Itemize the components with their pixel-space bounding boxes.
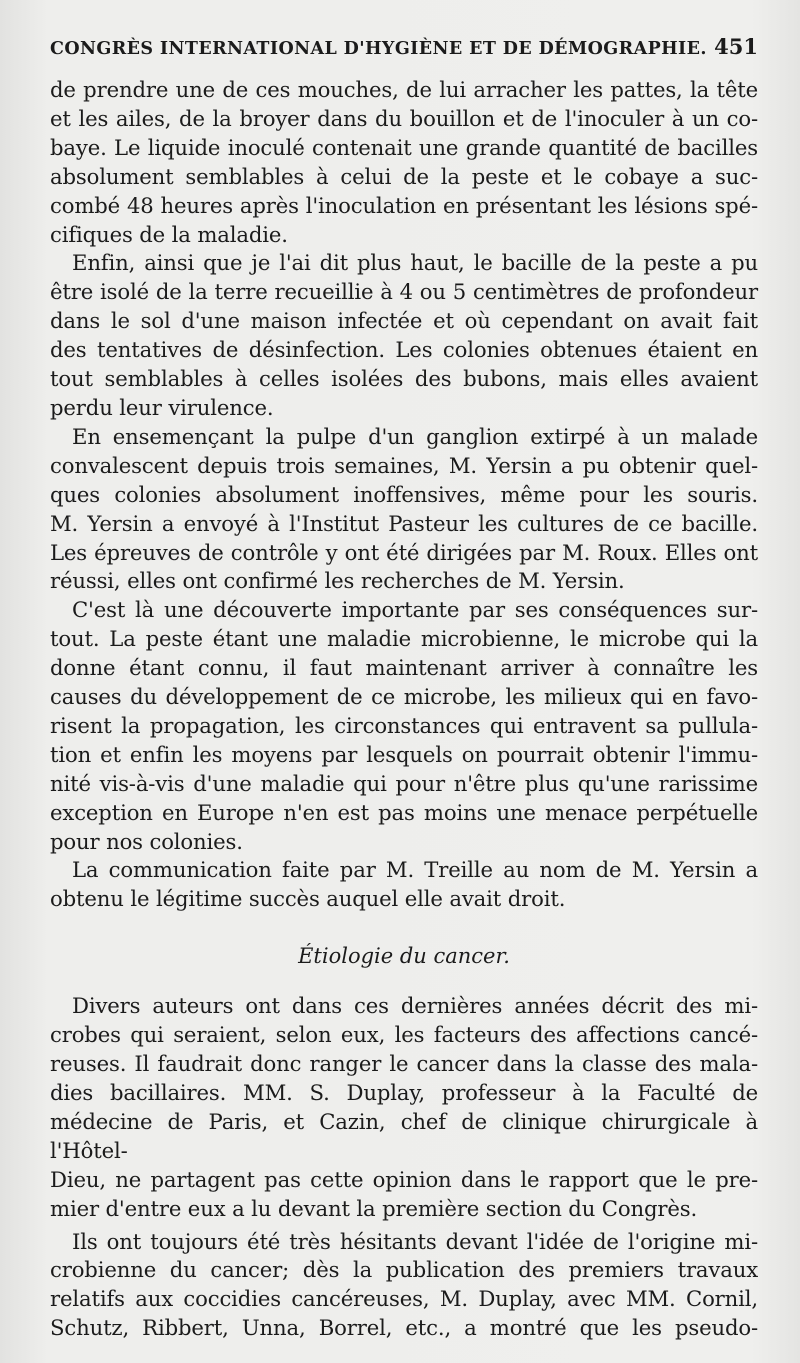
text-line: pour nos colonies. bbox=[50, 828, 243, 854]
paragraph-5 bbox=[50, 856, 758, 914]
text-line: exception en Europe n'en est pas moins une menace perpétuelle bbox=[50, 799, 758, 825]
text-line: Schutz, Ribbert, Unna, Borrel, etc., a montré que les pseudo- bbox=[50, 1315, 758, 1341]
text-line: Enfin, ainsi que je l'ai dit plus haut, le bacille de la peste a pu bbox=[72, 250, 758, 276]
text-line: M. Yersin a envoyé à l'Institut Pasteur les cultures de ce bacille. bbox=[50, 510, 758, 536]
text-line: perdu leur virulence. bbox=[50, 394, 274, 420]
text-line: médecine de Paris, et Cazin, chef de clinique chirurgicale à l'Hôtel- bbox=[50, 1108, 758, 1163]
text-line: risent la propagation, les circonstances qui entravent sa pullula- bbox=[50, 712, 758, 738]
text-line: donne étant connu, il faut maintenant arriver à connaître les bbox=[50, 655, 758, 681]
text-line: crobes qui seraient, selon eux, les facteurs des affections cancé- bbox=[50, 1022, 758, 1048]
text-line: Dieu, ne partagent pas cette opinion dans le rapport que le pre- bbox=[50, 1166, 758, 1192]
text-line: obtenu le légitime succès auquel elle avait droit. bbox=[50, 886, 566, 912]
text-line: de prendre une de ces mouches, de lui arracher les pattes, la tête bbox=[50, 77, 758, 102]
text-line: tout. La peste étant une maladie microbienne, le microbe qui la bbox=[50, 626, 758, 652]
text-line: Divers auteurs ont dans ces dernières années décrit des mi- bbox=[72, 993, 758, 1019]
paragraph-2 bbox=[50, 249, 758, 422]
text-line: nité vis-à-vis d'une maladie qui pour n'être plus qu'une rarissime bbox=[50, 770, 758, 796]
text-line: des tentatives de désinfection. Les colonies obtenues étaient en bbox=[50, 337, 758, 363]
text-line: C'est là une découverte importante par ses conséquences sur- bbox=[72, 597, 758, 623]
paragraph-4 bbox=[50, 596, 758, 856]
text-line: convalescent depuis trois semaines, M. Yersin a pu obtenir quel- bbox=[50, 452, 758, 478]
section-title: Étiologie du cancer. bbox=[298, 944, 510, 969]
text-line: combé 48 heures après l'inoculation en présentant les lésions spé- bbox=[50, 192, 758, 218]
paragraph-3 bbox=[50, 423, 758, 596]
paragraph-6 bbox=[50, 992, 758, 1223]
text-line: tion et enfin les moyens par lesquels on pourrait obtenir l'immu- bbox=[50, 741, 758, 767]
text-line: ques colonies absolument inoffensives, même pour les souris. bbox=[50, 481, 758, 507]
text-line: reuses. Il faudrait donc ranger le cancer dans la classe des mala- bbox=[50, 1051, 758, 1077]
running-title: CONGRÈS INTERNATIONAL D'HYGIÈNE ET DE DÉMOGRAPHIE. bbox=[50, 39, 707, 59]
page-number: 451 bbox=[714, 34, 758, 59]
text-line: baye. Le liquide inoculé contenait une grande quantité de bacilles bbox=[50, 134, 758, 160]
text-line: En ensemençant la pulpe d'un ganglion extirpé à un malade bbox=[72, 423, 758, 449]
text-line: relatifs aux coccidies cancéreuses, M. Duplay, avec MM. Cornil, bbox=[50, 1286, 758, 1312]
body-text bbox=[50, 76, 758, 1343]
text-line: mier d'entre eux a lu devant la première section du Congrès. bbox=[50, 1195, 698, 1221]
text-line: tout semblables à celles isolées des bubons, mais elles avaient bbox=[50, 366, 758, 392]
text-line: Ils ont toujours été très hésitants devant l'idée de l'origine mi- bbox=[72, 1228, 758, 1254]
text-line: La communication faite par M. Treille au nom de M. Yersin a bbox=[72, 857, 758, 883]
text-line: réussi, elles ont confirmé les recherches de M. Yersin. bbox=[50, 568, 625, 594]
page-header bbox=[50, 34, 758, 76]
paragraph-7 bbox=[50, 1228, 758, 1344]
text-line: dies bacillaires. MM. S. Duplay, professeur à la Faculté de bbox=[50, 1080, 758, 1105]
text-line: et les ailes, de la broyer dans du bouillon et de l'inoculer à un co- bbox=[50, 105, 758, 131]
text-line: être isolé de la terre recueillie à 4 ou 5 centimètres de profondeur bbox=[50, 279, 758, 305]
text-line: dans le sol d'une maison infectée et où cependant on avait fait bbox=[50, 308, 758, 334]
text-line: Les épreuves de contrôle y ont été dirigées par M. Roux. Elles ont bbox=[50, 539, 758, 565]
text-line: cifiques de la maladie. bbox=[50, 221, 288, 247]
paragraph-1 bbox=[50, 76, 758, 249]
text-line: causes du développement de ce microbe, les milieux qui en favo- bbox=[50, 684, 758, 710]
text-line: absolument semblables à celui de la peste et le cobaye a suc- bbox=[50, 163, 758, 189]
text-line: crobienne du cancer; dès la publication des premiers travaux bbox=[50, 1257, 758, 1283]
